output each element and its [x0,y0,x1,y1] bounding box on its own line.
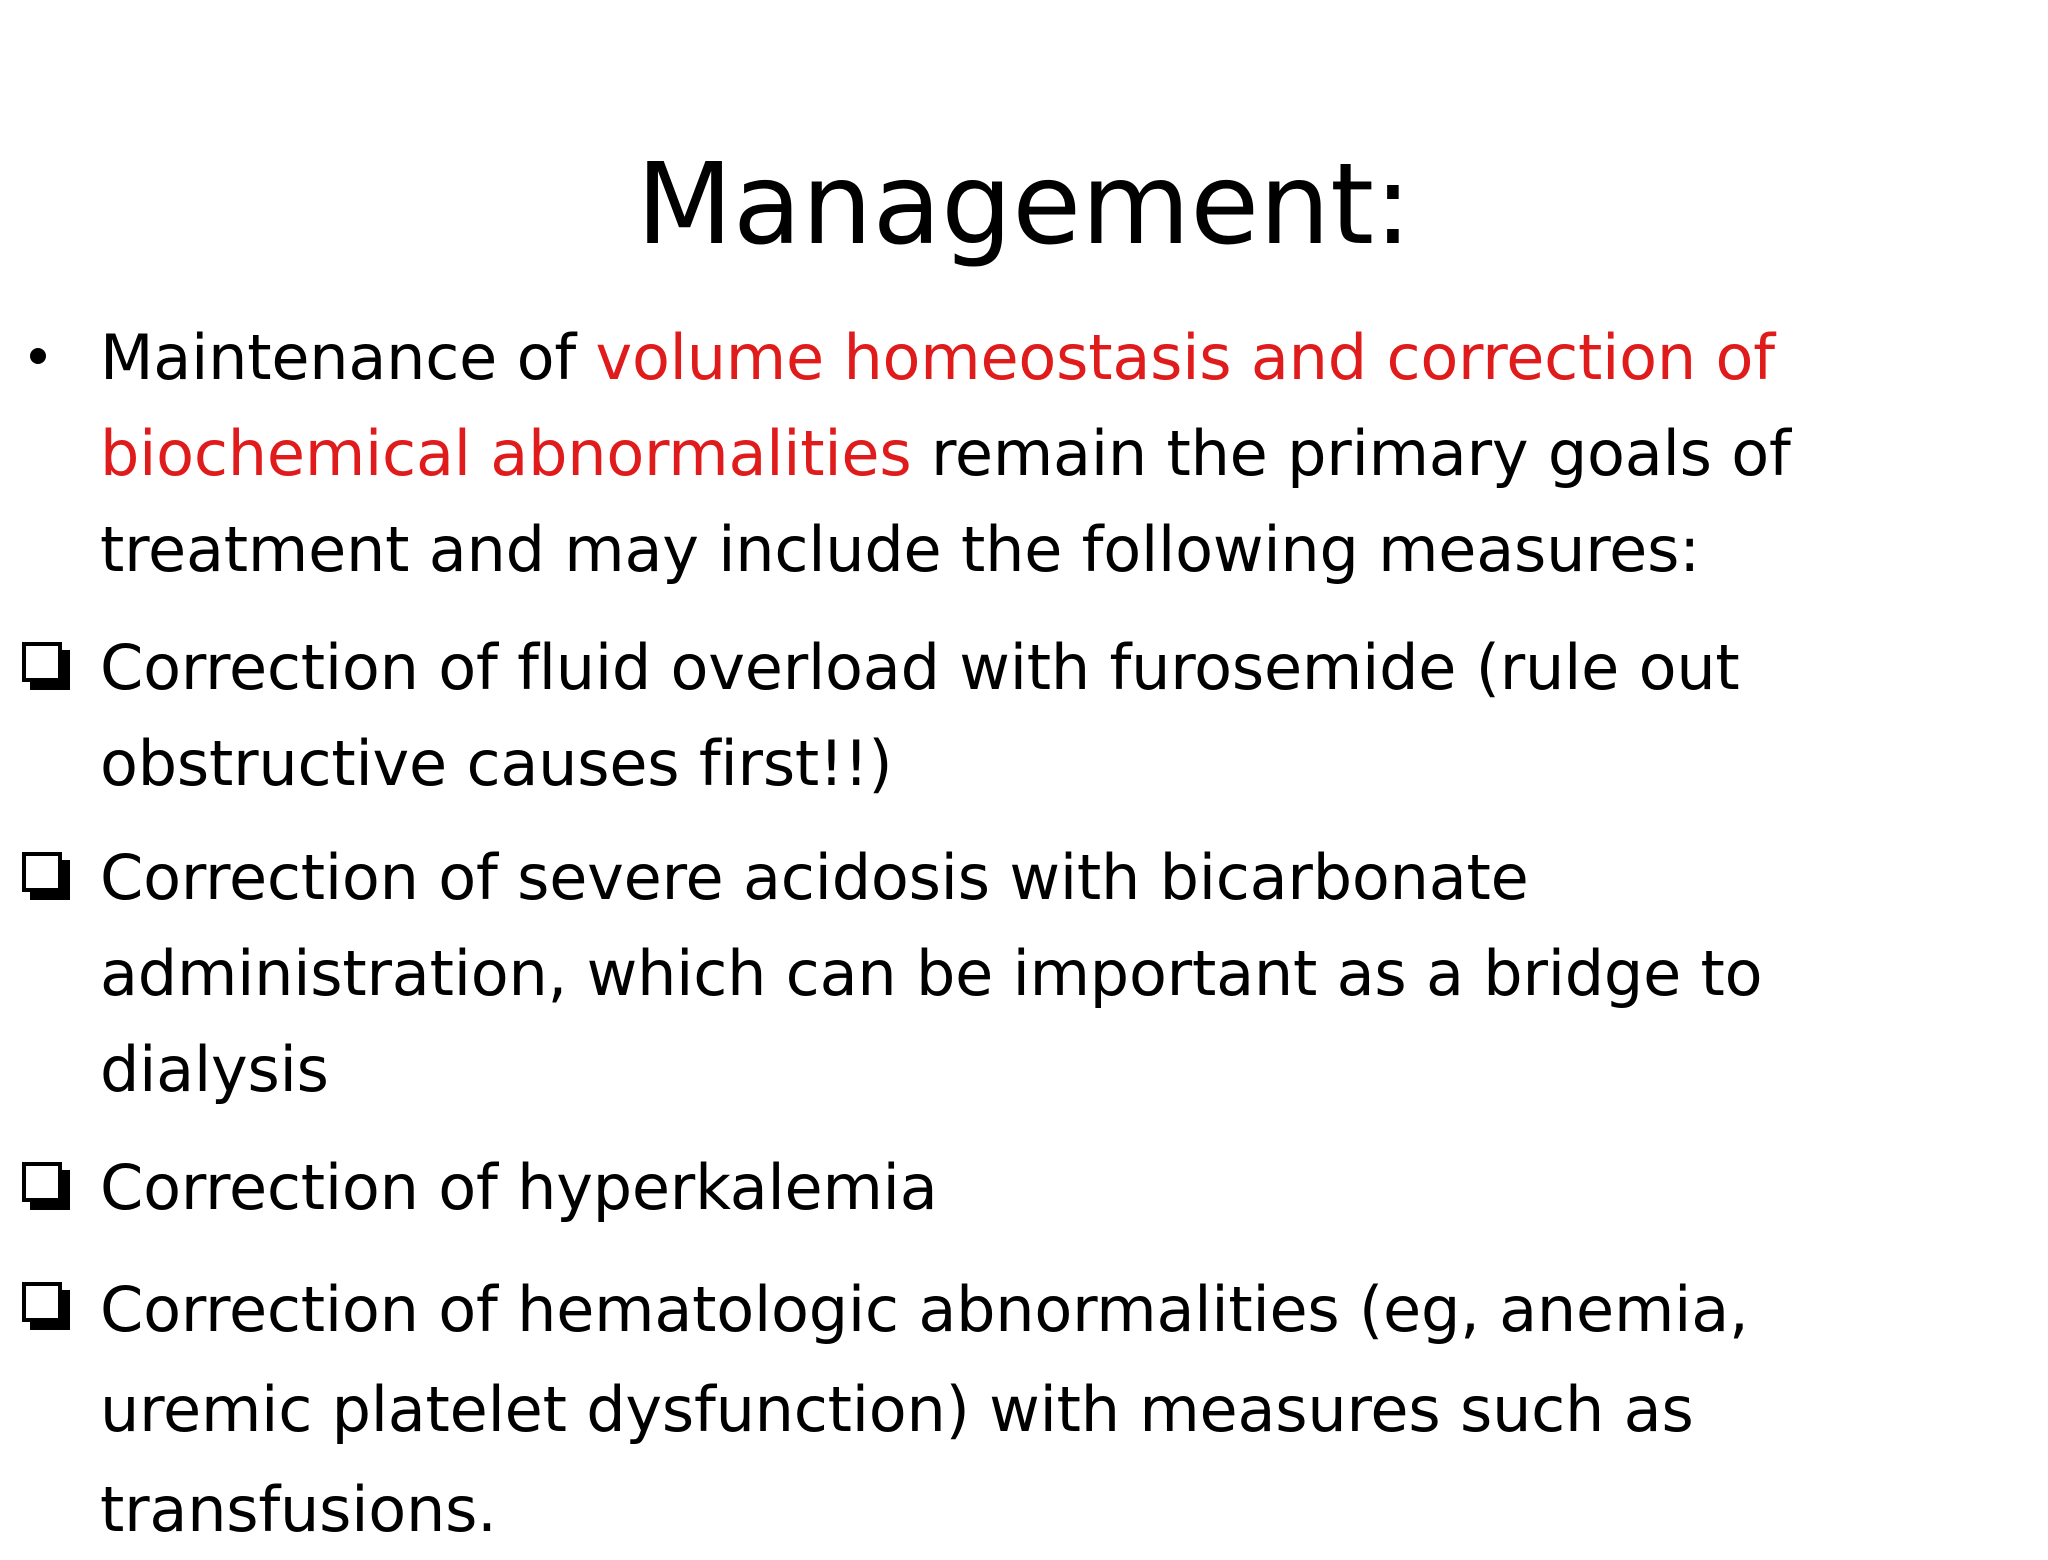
bullet-text: Correction of hyperkalemia [100,1151,938,1224]
bullet-item-volume [100,310,1940,598]
bullet-item-acidosis [100,830,1940,1118]
bullet-item-fluid-overload [100,620,1940,812]
bullet-item-hematologic [100,1260,1940,1560]
bullet-text-trail: remain the primary goals of treatment and may include the following measures: [100,417,1791,586]
bullet-text: Correction of fluid overload with furosemide (rule out obstructive causes first!!) [100,631,1740,800]
checkbox-icon [22,1282,70,1330]
bullet-text-lead: Maintenance of [100,321,596,394]
dot-icon [30,348,46,364]
bullet-text: Correction of hematologic abnormalities (eg, anemia, uremic platelet dysfunction) with measures such as transfusions. [100,1273,1749,1546]
checkbox-icon [22,1162,70,1210]
checkbox-icon [22,642,70,690]
bullet-text-emphasis: volume homeostasis and correction of biochemical abnormalities [100,321,1775,490]
checkbox-icon [22,852,70,900]
bullet-text: Correction of severe acidosis with bicarbonate administration, which can be important as a bridge to dialysis [100,841,1763,1106]
slide-title: Management: [636,140,1412,270]
bullet-item-hyperkalemia [100,1140,1940,1236]
